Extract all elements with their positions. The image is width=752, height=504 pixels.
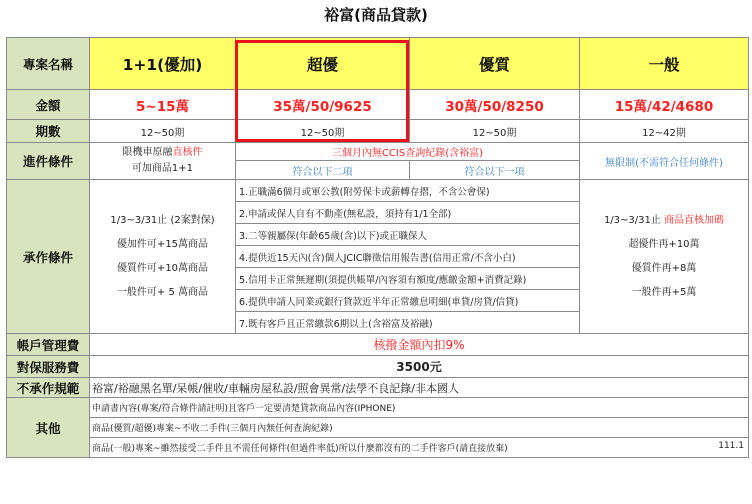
other-label: 其他 [7,398,90,458]
uw-plus-line-1: 1/3~3/31止 (2案對保) [110,214,215,226]
condition-5: 5.信用卡正常無遲期(須提供帳單/內容須有額度/應繳金額+消費記錄) [236,268,580,290]
term-label: 期數 [7,120,90,143]
account-fee-value: 核撥金額內扣9% [90,334,749,356]
term-super: 12~50期 [236,120,410,143]
guarantee-fee-row [7,356,749,378]
guarantee-fee-label: 對保服務費 [7,356,90,378]
condition-7: 7.既有客戶且正常繳款6期以上(含裕富及裕融) [236,312,580,334]
other-row-3 [7,438,749,458]
other-row-2 [7,418,749,438]
condition-3: 3.二等親屬保(年齡65歲(含)以下)或正職保人 [236,224,580,246]
entry-plus-red: 直核件 [172,147,203,158]
uw-general-prefix: 1/3~3/31止 [603,214,661,226]
underwriting-general [580,180,749,334]
not-accepted-row [7,378,749,398]
uw-general-red: 商品直核加碼 [664,214,725,226]
other-line-3: 商品(一般)專案~雖然接受二手件且不需任何條件(但過件率低)所以什麼都沒有的二手件客戶(請直接放棄) [92,444,508,454]
condition-6: 6.提供申請人同業或銀行貸款近半年正常繳息明細(車貸/房貸/信貸) [236,290,580,312]
term-plus: 12~50期 [90,120,236,143]
entry-plus-line2: 可加商品1+1 [131,163,194,174]
amount-general: 15萬/42/4680 [580,90,749,120]
condition-2: 2.申請或保人自有不動產(無私設，須持有1/1全部) [236,202,580,224]
amount-row [7,90,749,120]
product-table [6,37,749,458]
guarantee-fee-value: 3500元 [90,356,749,378]
account-fee-label: 帳戶管理費 [7,334,90,356]
other-line-2: 商品(優質/超優)專案~不收二手件(三個月內無任何查詢紀錄) [90,418,749,438]
entry-super-sub: 符合以下二項 [236,161,410,180]
uw-plus-line-4: 一般件可+ 5 萬商品 [116,286,209,298]
account-fee-row [7,334,749,356]
condition-4: 4.提供近15天內(含)個人JCIC聯徵信用報告書(信用正常/不含小白) [236,246,580,268]
not-accepted-value: 裕富/裕融黑名單/呆帳/催收/車輛房屋私設/照會異常/法學不良記錄/非本國人 [90,378,749,398]
uw-plus-line-3: 優質件可+10萬商品 [116,262,209,274]
chart-title: 裕富(商品貸款) [324,6,428,24]
underwriting-label: 承作條件 [7,180,90,334]
entry-plus [90,143,236,180]
other-row-1 [7,398,749,418]
term-quality: 12~50期 [410,120,580,143]
cond-row-1 [7,180,749,202]
other-line-1: 申請書內容(專案/符合條件請註明)且客戶一定要清楚貸款商品內容(IPHONE) [90,398,749,418]
other-line-3-cell [90,438,749,458]
entry-quality-sub: 符合以下一項 [410,161,580,180]
entry-general: 無限制(不需符合任何條件) [580,143,749,180]
uw-plus-line-2: 優加件可+15萬商品 [116,238,209,250]
not-accepted-label: 不承作規範 [7,378,90,398]
amount-label: 金額 [7,90,90,120]
amount-quality: 30萬/50/8250 [410,90,580,120]
entry-merged-top: 三個月內無CCIS查詢紀錄(含裕富) [236,143,580,161]
entry-plus-prefix: 限機車原融 [122,147,173,158]
header-row [7,38,749,90]
amount-super: 35萬/50/9625 [236,90,410,120]
version-label: 111.1 [718,441,744,451]
condition-1: 1.正職滿6個月或軍公教(附勞保卡或薪轉存摺，不含公會保) [236,180,580,202]
header-quality: 優質 [410,38,580,90]
entry-row-top [7,143,749,161]
header-super: 超優 [236,38,410,90]
underwriting-plus [90,180,236,334]
entry-label: 進件條件 [7,143,90,180]
header-general: 一般 [580,38,749,90]
term-general: 12~42期 [580,120,749,143]
header-plus: 1+1(優加) [90,38,236,90]
header-label: 專案名稱 [7,38,90,90]
uw-general-line-3: 優質件再+8萬 [631,262,697,274]
uw-general-line-4: 一般件再+5萬 [631,286,697,298]
term-row [7,120,749,143]
uw-general-line-2: 超優件再+10萬 [628,238,700,250]
amount-plus: 5~15萬 [90,90,236,120]
